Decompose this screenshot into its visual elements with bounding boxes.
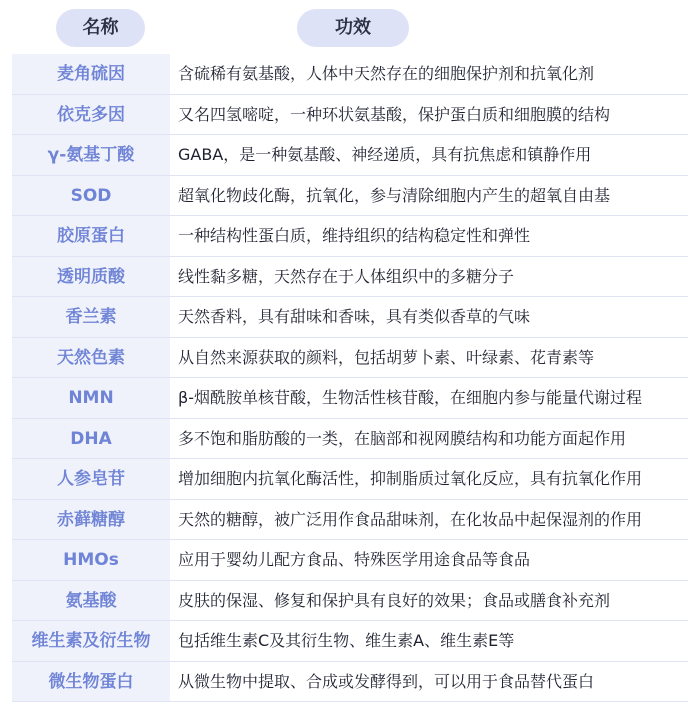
ingredient-effect: 包括维生素C及其衍生物、维生素A、维生素E等	[178, 621, 694, 662]
ingredient-effect: 皮肤的保湿、修复和保护具有良好的效果；食品或膳食补充剂	[178, 581, 694, 622]
table-row	[0, 176, 700, 217]
table-row	[0, 459, 700, 500]
ingredient-name: SOD	[12, 176, 170, 217]
table-row	[0, 621, 700, 662]
ingredient-name: γ-氨基丁酸	[12, 135, 170, 176]
ingredient-name: 人参皂苷	[12, 459, 170, 500]
table-row	[0, 257, 700, 298]
ingredient-effect: 多不饱和脂肪酸的一类，在脑部和视网膜结构和功能方面起作用	[178, 419, 694, 460]
table-row	[0, 378, 700, 419]
ingredient-effect: 超氧化物歧化酶，抗氧化，参与清除细胞内产生的超氧自由基	[178, 176, 694, 217]
ingredient-name: 维生素及衍生物	[12, 621, 170, 662]
table-row	[0, 540, 700, 581]
ingredient-name: HMOs	[12, 540, 170, 581]
table-row	[0, 419, 700, 460]
header-name-pill: 名称	[56, 9, 145, 47]
ingredient-name: 透明质酸	[12, 257, 170, 298]
table-row	[0, 297, 700, 338]
ingredient-effect: 一种结构性蛋白质，维持组织的结构稳定性和弹性	[178, 216, 694, 257]
ingredient-effect: β-烟酰胺单核苷酸，生物活性核苷酸，在细胞内参与能量代谢过程	[178, 378, 694, 419]
ingredient-name: 微生物蛋白	[12, 662, 170, 702]
ingredient-name: 天然色素	[12, 338, 170, 379]
ingredient-name: 赤藓糖醇	[12, 500, 170, 541]
ingredient-effect: 含硫稀有氨基酸，人体中天然存在的细胞保护剂和抗氧化剂	[178, 54, 694, 95]
ingredient-effect: 天然的糖醇，被广泛用作食品甜味剂，在化妆品中起保湿剂的作用	[178, 500, 694, 541]
ingredient-name: 胶原蛋白	[12, 216, 170, 257]
ingredient-effect: 线性黏多糖，天然存在于人体组织中的多糖分子	[178, 257, 694, 298]
ingredient-effect: 又名四氢嘧啶，一种环状氨基酸，保护蛋白质和细胞膜的结构	[178, 95, 694, 136]
ingredient-effect: GABA，是一种氨基酸、神经递质，具有抗焦虑和镇静作用	[178, 135, 694, 176]
table-row	[0, 95, 700, 136]
ingredient-name: 氨基酸	[12, 581, 170, 622]
table-row	[0, 216, 700, 257]
ingredient-effect: 增加细胞内抗氧化酶活性，抑制脂质过氧化反应，具有抗氧化作用	[178, 459, 694, 500]
ingredient-effect: 从自然来源获取的颜料，包括胡萝卜素、叶绿素、花青素等	[178, 338, 694, 379]
table-row	[0, 338, 700, 379]
ingredient-effect: 天然香料，具有甜味和香味，具有类似香草的气味	[178, 297, 694, 338]
ingredient-effect: 应用于婴幼儿配方食品、特殊医学用途食品等食品	[178, 540, 694, 581]
ingredient-name: 依克多因	[12, 95, 170, 136]
table-header	[0, 9, 700, 47]
ingredient-name: 香兰素	[12, 297, 170, 338]
ingredient-name: 麦角硫因	[12, 54, 170, 95]
ingredient-effect: 从微生物中提取、合成或发酵得到，可以用于食品替代蛋白	[178, 662, 694, 702]
header-effect-pill: 功效	[297, 9, 409, 47]
table-row	[0, 662, 700, 702]
table-row	[0, 581, 700, 622]
table-row	[0, 54, 700, 95]
ingredient-name: DHA	[12, 419, 170, 460]
table-row	[0, 500, 700, 541]
ingredient-name: NMN	[12, 378, 170, 419]
table-row	[0, 135, 700, 176]
